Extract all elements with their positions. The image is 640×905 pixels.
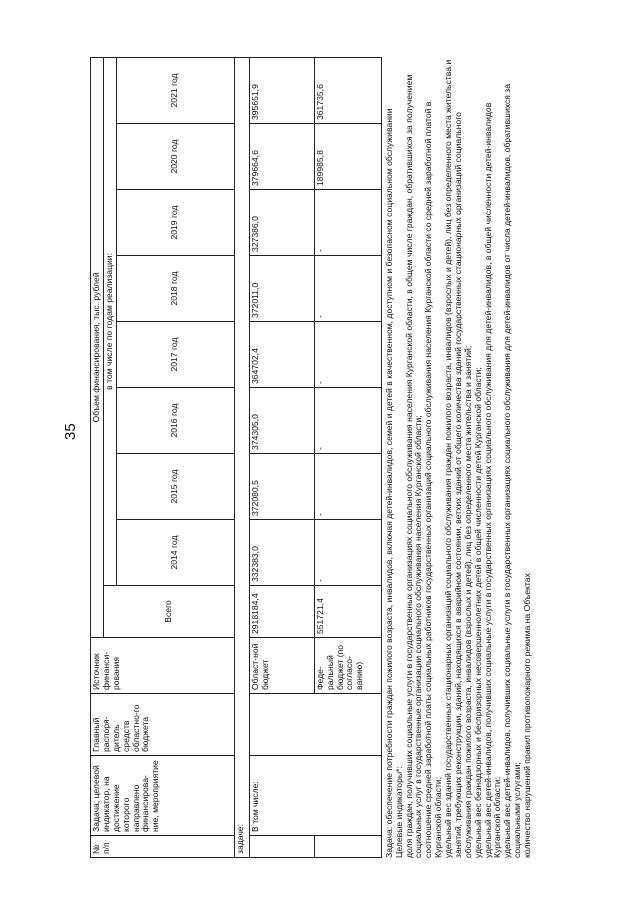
value-cell: 189985,8 bbox=[314, 124, 381, 190]
table-cell bbox=[249, 836, 314, 858]
footer-line: удельный вес безнадзорных и беспризорных несовершеннолетних детей в общей численности детей Курганской области; bbox=[472, 367, 483, 858]
footer-line: количество нарушений правил противопожарного режима на Объектах bbox=[522, 573, 532, 858]
value-cell: 395651,9 bbox=[249, 57, 314, 123]
header-year: 2016 год bbox=[116, 388, 234, 454]
task-row-label: задаче: bbox=[234, 57, 249, 857]
header-year: 2014 год bbox=[116, 520, 234, 586]
header-total: Всего bbox=[103, 586, 234, 638]
header-year: 2015 год bbox=[116, 454, 234, 520]
table-cell bbox=[314, 836, 381, 858]
header-manager: Главный распоря-дитель средств областно-го бюджета bbox=[91, 694, 235, 756]
value-cell: - bbox=[314, 256, 381, 322]
total-cell: 2918184,4 bbox=[249, 586, 314, 638]
page-number: 35 bbox=[62, 423, 79, 440]
value-cell: 372080,5 bbox=[249, 454, 314, 520]
header-source: Источник финанси-рования bbox=[91, 638, 235, 694]
value-cell: - bbox=[314, 520, 381, 586]
header-year: 2021 год bbox=[116, 57, 234, 123]
value-cell: - bbox=[314, 322, 381, 388]
header-year: 2019 год bbox=[116, 190, 234, 256]
value-cell: 332383,0 bbox=[249, 520, 314, 586]
value-cell: 374305,0 bbox=[249, 388, 314, 454]
header-by-years: в том числе по годам реализации: bbox=[103, 57, 116, 585]
footer-line: удельный вес детей-инвалидов, получивших социальные услуги в государственных организациях социального обслуживания для детей-инвалидов от числа детей-инвалидов, обратившихся за социальными услугами; bbox=[502, 83, 523, 858]
value-cell: 361735,6 bbox=[314, 57, 381, 123]
total-cell: 551721,4 bbox=[314, 586, 381, 638]
value-cell: - bbox=[314, 388, 381, 454]
header-year: 2018 год bbox=[116, 256, 234, 322]
footer-line: удельный вес зданий государственных стационарных организаций социального обслуживания граждан пожилого возраста, инвалидов (взрослых и детей), лиц без определенного места жительства и занятий, требующих реконструкции, зданий, находящихся в аварийном состоянии, ветхих зданий от общего количества зданий государственных стационарных организаций социального обслуживания граждан пожилого возраста, инвалидов (взрослых и детей), лиц без определенного места жительства и занятий; bbox=[443, 59, 473, 858]
table-row-task bbox=[234, 57, 249, 857]
value-cell: 364702,4 bbox=[249, 322, 314, 388]
header-num: № п/п bbox=[91, 836, 235, 858]
footer-line: доля граждан, получивших социальные услуги в государственных организациях социального обслуживания населения Курганской области, в общем числе граждан, обратившихся за получением социальных услуг в государственные организации социального обслуживания населения Курганской области; bbox=[403, 74, 424, 858]
footer-line: Целевые индикаторы*: bbox=[393, 766, 404, 858]
header-funding-volume: Объем финансирования, тыс. рублей bbox=[91, 57, 104, 637]
source-cell: Феде-ральный бюджет (по согласо-ванию) bbox=[314, 638, 381, 694]
footer-line: удельный вес детей-инвалидов, получивших социальные услуги в государственных организациях социального обслуживания для детей-инвалидов, в общей численности детей-инвалидов Курганской области; bbox=[482, 102, 503, 858]
header-row-1 bbox=[91, 57, 104, 857]
header-task: Задача, целевой индикатор, на достижение которого направлено финансирова-ние, мероприятие bbox=[91, 756, 235, 836]
total-label: В том числе: bbox=[249, 756, 381, 836]
funding-table bbox=[90, 57, 382, 858]
value-cell: - bbox=[314, 454, 381, 520]
value-cell: 372011,0 bbox=[249, 256, 314, 322]
header-year: 2020 год bbox=[116, 124, 234, 190]
footer-line: соотношение средней заработной платы социальных работников государственных организаций социального обслуживания населения Курганской области со средней заработной платой в Курганской области; bbox=[423, 101, 444, 858]
rotated-content bbox=[90, 58, 580, 858]
footer-line: Задача: обеспечение потребности граждан пожилого возраста, инвалидов, включая детей-инвалидов, семей и детей в качественном, доступном и безопасном социальном обслуживании bbox=[383, 108, 394, 858]
value-cell: 327386,0 bbox=[249, 190, 314, 256]
table-row-regional bbox=[249, 57, 314, 857]
table-cell bbox=[249, 694, 381, 756]
value-cell: - bbox=[314, 190, 381, 256]
source-cell: Област-ной бюджет bbox=[249, 638, 314, 694]
value-cell: 379664,6 bbox=[249, 124, 314, 190]
header-year: 2017 год bbox=[116, 322, 234, 388]
footer-text bbox=[385, 58, 533, 858]
